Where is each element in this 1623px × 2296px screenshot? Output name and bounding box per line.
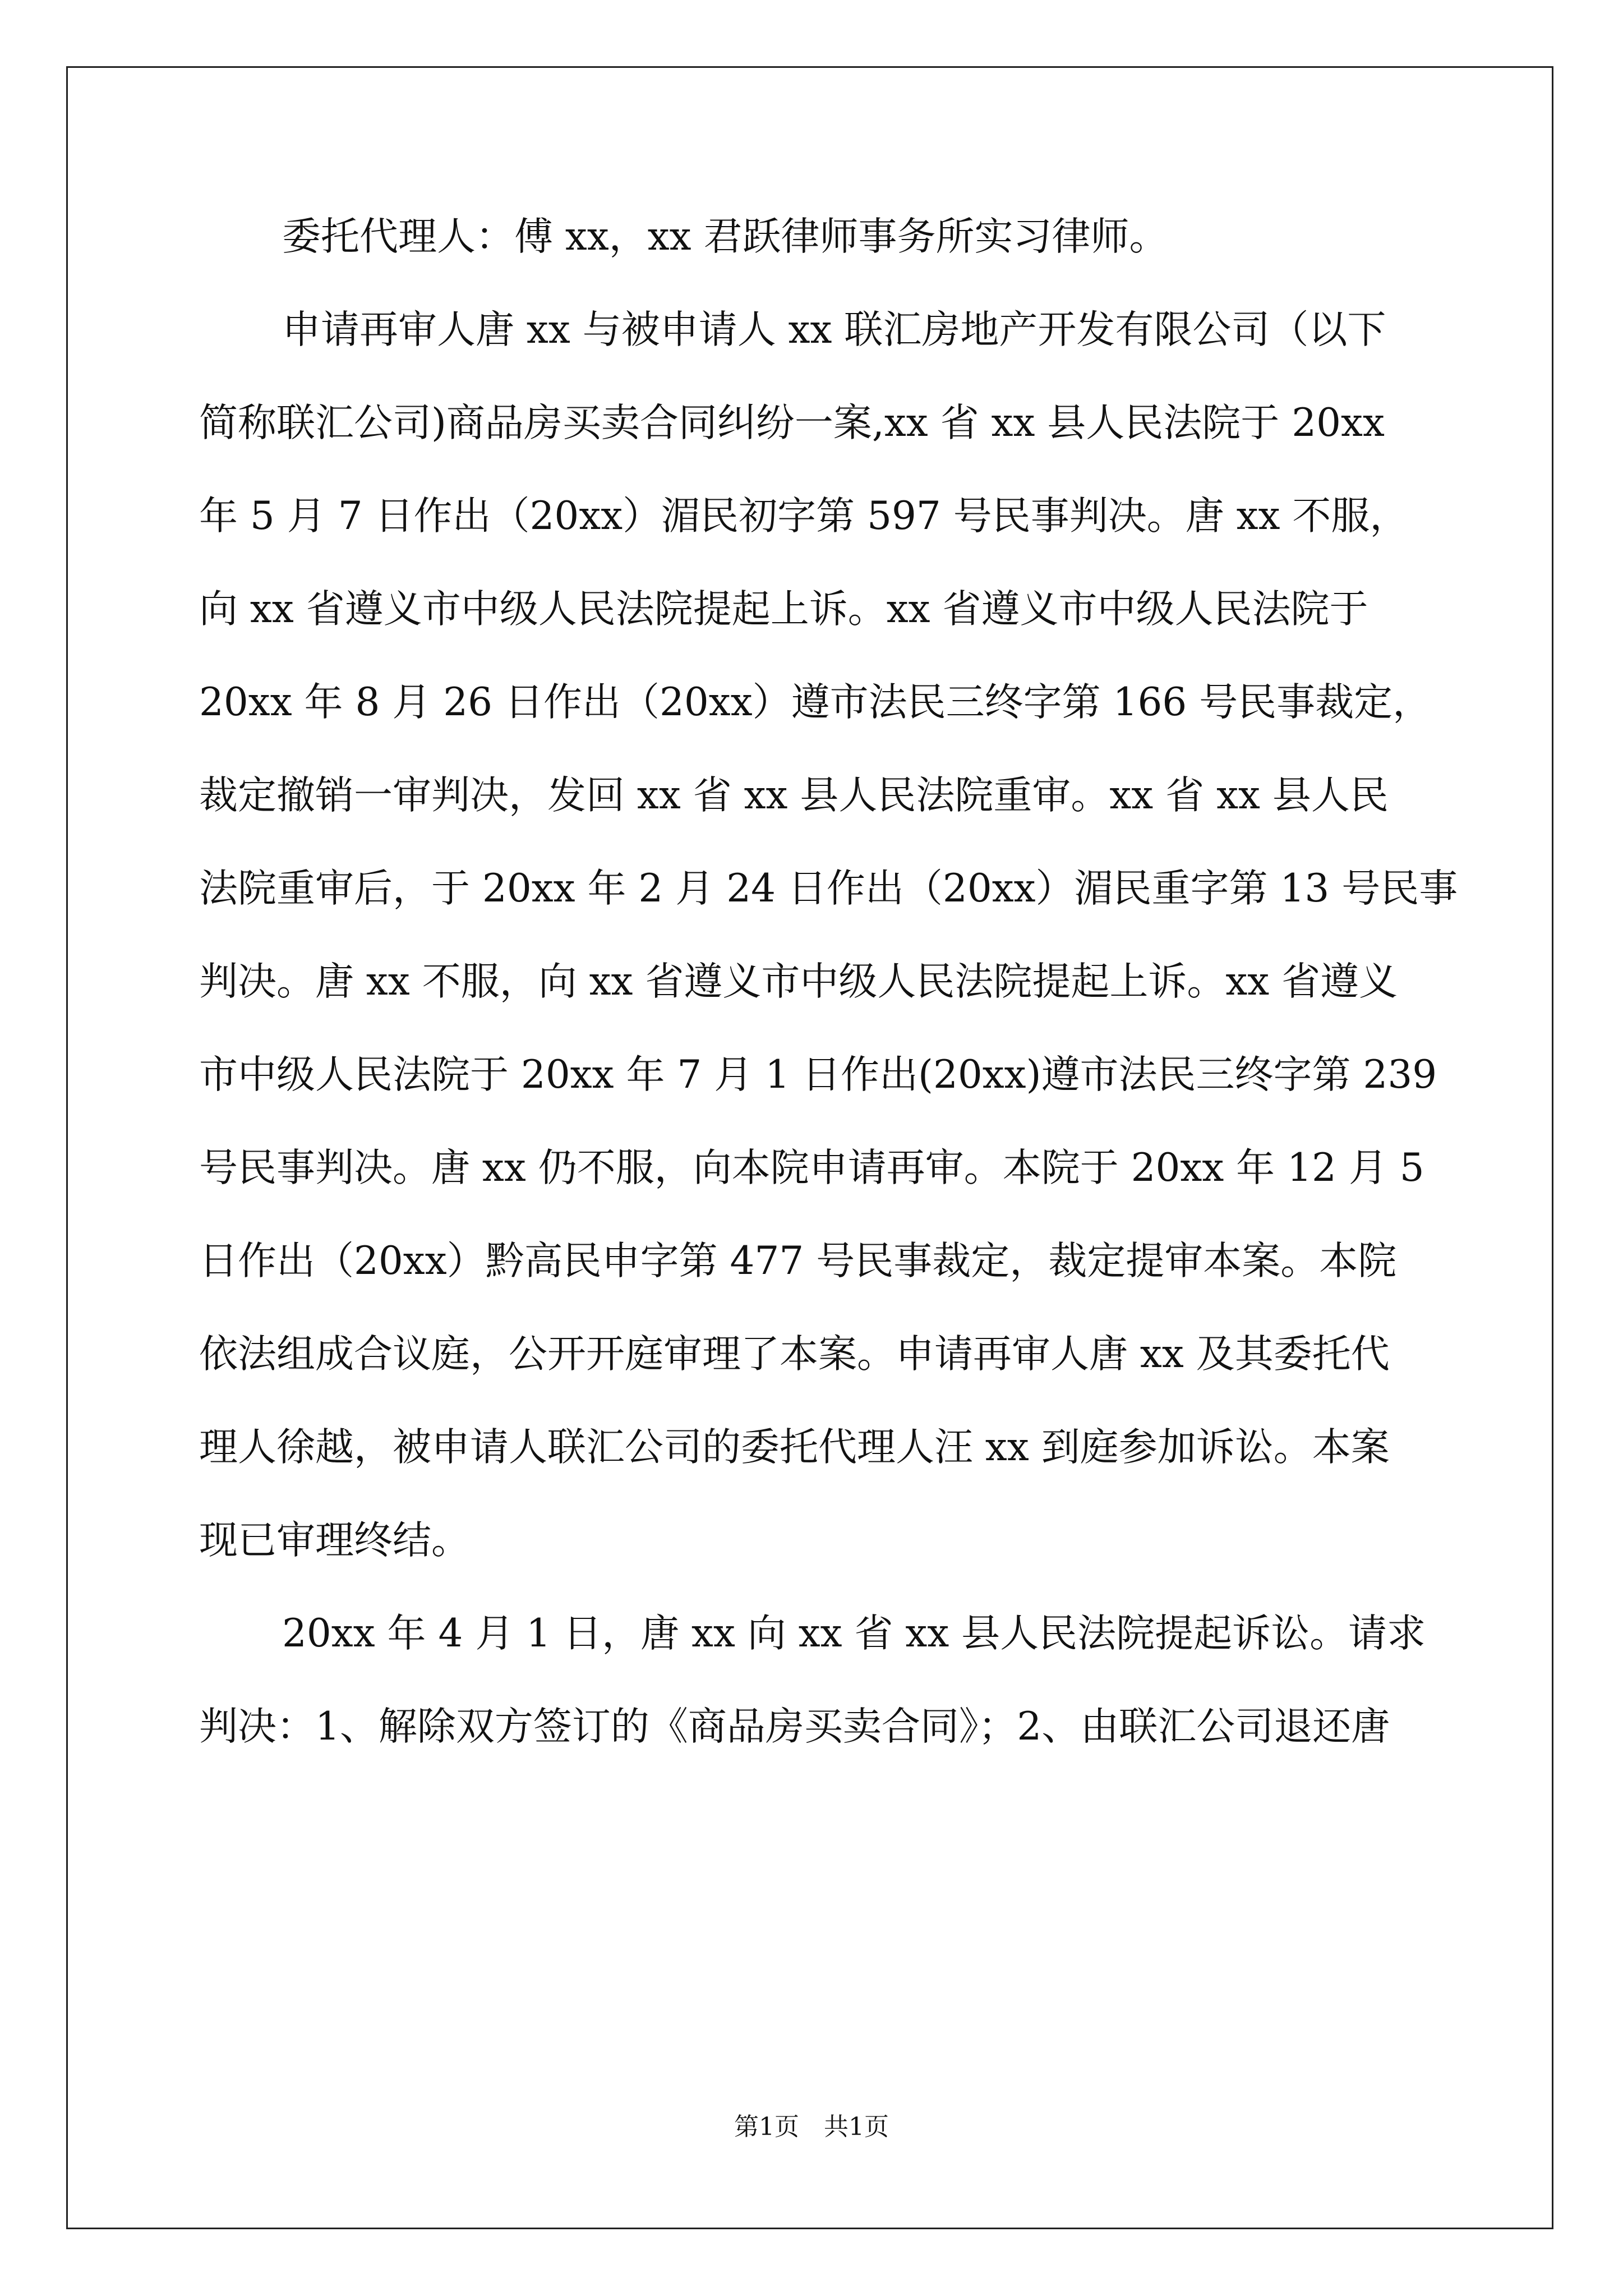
text-line: 判决。唐 xx 不服，向 xx 省遵义市中级人民法院提起上诉。xx 省遵义 bbox=[199, 959, 1398, 1004]
text-line: 依法组成合议庭，公开开庭审理了本案。申请再审人唐 xx 及其委托代 bbox=[199, 1332, 1390, 1377]
page-number: 第1页 bbox=[734, 2113, 799, 2141]
text-line: 年 5 月 7 日作出（20xx）湄民初字第 597 号民事判决。唐 xx 不服， bbox=[199, 494, 1409, 539]
text-line: 简称联汇公司)商品房买卖合同纠纷一案,xx 省 xx 县人民法院于 20xx bbox=[199, 401, 1385, 445]
text-line: 日作出（20xx）黔高民申字第 477 号民事裁定，裁定提审本案。本院 bbox=[199, 1239, 1397, 1283]
text-line: 市中级人民法院于 20xx 年 7 月 1 日作出(20xx)遵市法民三终字第 239 bbox=[199, 1052, 1437, 1097]
text-line: 裁定撤销一审判决，发回 xx 省 xx 县人民法院重审。xx 省 xx 县人民 bbox=[199, 773, 1389, 818]
text-line: 判决：1、解除双方签订的《商品房买卖合同》；2、由联汇公司退还唐 bbox=[199, 1704, 1390, 1749]
text-line: 委托代理人：傅 xx，xx 君跃律师事务所实习律师。 bbox=[282, 214, 1168, 259]
text-line: 向 xx 省遵义市中级人民法院提起上诉。xx 省遵义市中级人民法院于 bbox=[199, 587, 1368, 632]
text-line: 申请再审人唐 xx 与被申请人 xx 联汇房地产开发有限公司（以下 bbox=[282, 307, 1386, 352]
page-total: 共1页 bbox=[824, 2113, 889, 2141]
text-line: 20xx 年 4 月 1 日，唐 xx 向 xx 省 xx 县人民法院提起诉讼。请求 bbox=[282, 1611, 1426, 1656]
text-line: 20xx 年 8 月 26 日作出（20xx）遵市法民三终字第 166 号民事裁定， bbox=[199, 680, 1432, 725]
text-line: 现已审理终结。 bbox=[199, 1518, 470, 1563]
page-footer bbox=[0, 2110, 1623, 2144]
text-line: 号民事判决。唐 xx 仍不服，向本院申请再审。本院于 20xx 年 12 月 5 bbox=[199, 1145, 1424, 1190]
text-line: 理人徐越，被申请人联汇公司的委托代理人汪 xx 到庭参加诉讼。本案 bbox=[199, 1425, 1390, 1470]
text-line: 法院重审后，于 20xx 年 2 月 24 日作出（20xx）湄民重字第 13 号民事 bbox=[199, 866, 1458, 911]
document-body bbox=[199, 209, 1458, 1792]
